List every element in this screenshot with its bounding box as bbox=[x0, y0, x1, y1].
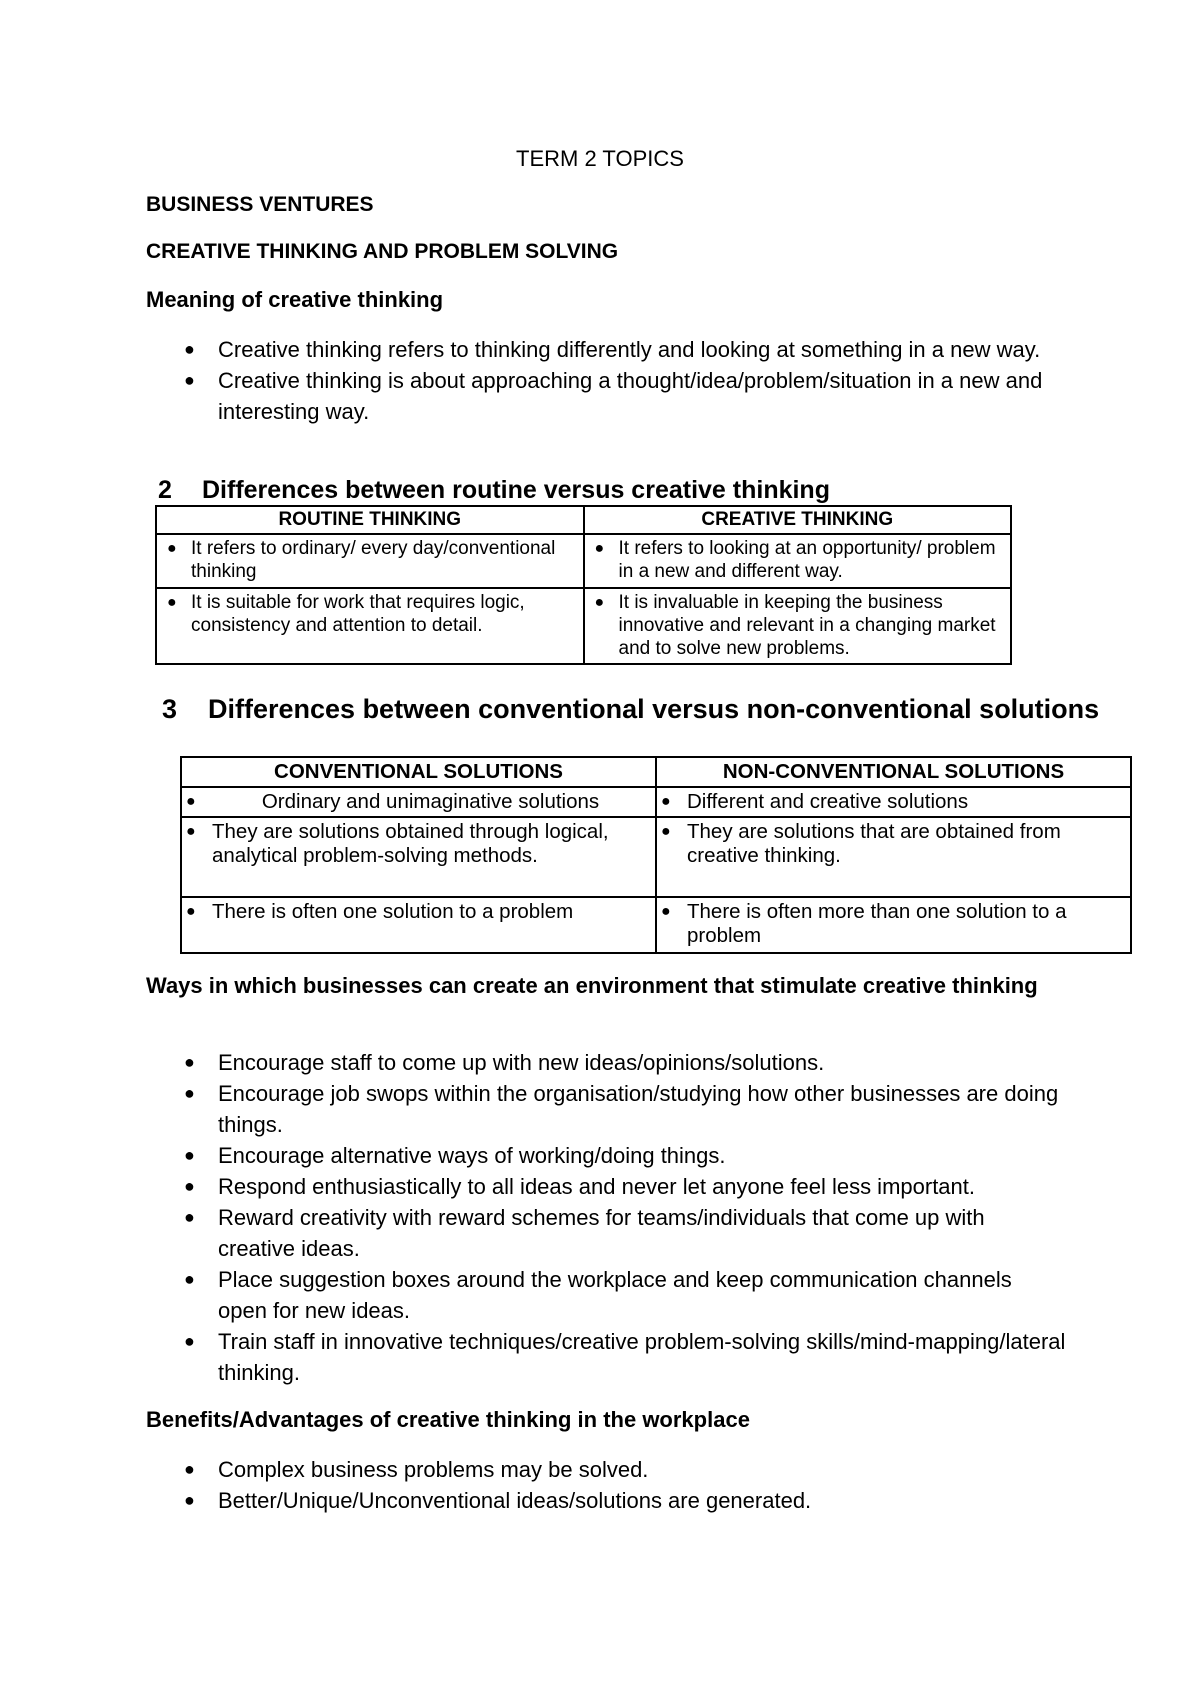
table-cell: ● There is often more than one solution to a problem bbox=[656, 897, 1131, 953]
bullet-icon: ● bbox=[167, 540, 177, 557]
benefits-heading: Benefits/Advantages of creative thinking in the workplace bbox=[146, 1407, 750, 1432]
table-cell: ● It is suitable for work that requires logic, consistency and attention to detail. bbox=[156, 588, 584, 664]
column-header: CONVENTIONAL SOLUTIONS bbox=[181, 757, 656, 787]
benefits-list bbox=[146, 1454, 1066, 1516]
bullet-icon: ● bbox=[184, 1490, 195, 1510]
table-cell: ● Different and creative solutions bbox=[656, 787, 1131, 817]
table-header-row bbox=[156, 506, 1011, 534]
table-row bbox=[156, 588, 1011, 664]
table-cell: ● Ordinary and unimaginative solutions bbox=[181, 787, 656, 817]
table-cell: ● It is invaluable in keeping the business innovative and relevant in a changing market and to solve new problems. bbox=[584, 588, 1012, 664]
bullet-icon: ● bbox=[661, 823, 671, 840]
bullet-icon: ● bbox=[184, 370, 195, 390]
bullet-icon: ● bbox=[184, 1083, 195, 1103]
bullet-icon: ● bbox=[186, 903, 196, 920]
bullet-icon: ● bbox=[186, 793, 196, 810]
column-header: ROUTINE THINKING bbox=[156, 506, 584, 534]
column-header: NON-CONVENTIONAL SOLUTIONS bbox=[656, 757, 1131, 787]
routine-vs-creative-table bbox=[155, 505, 1012, 665]
table-cell: ● There is often one solution to a problem bbox=[181, 897, 656, 953]
list-item: ● Reward creativity with reward schemes for teams/individuals that come up with creative ideas. bbox=[146, 1202, 1066, 1264]
bullet-icon: ● bbox=[661, 793, 671, 810]
bullet-icon: ● bbox=[184, 1176, 195, 1196]
list-item: ● Encourage staff to come up with new ideas/opinions/solutions. bbox=[146, 1047, 1066, 1078]
bullet-icon: ● bbox=[661, 903, 671, 920]
conventional-vs-nonconventional-table bbox=[180, 756, 1132, 954]
bullet-icon: ● bbox=[184, 339, 195, 359]
table-header-row bbox=[181, 757, 1131, 787]
list-item: ● Encourage alternative ways of working/doing things. bbox=[146, 1140, 1066, 1171]
list-item: ● Complex business problems may be solved. bbox=[146, 1454, 1066, 1485]
column-header: CREATIVE THINKING bbox=[584, 506, 1012, 534]
section-2-heading: 2 Differences between routine versus creative thinking bbox=[158, 476, 830, 504]
bullet-icon: ● bbox=[184, 1207, 195, 1227]
table-cell: ● They are solutions obtained through logical, analytical problem-solving methods. bbox=[181, 817, 656, 897]
table-row bbox=[181, 817, 1131, 897]
sub-heading: CREATIVE THINKING AND PROBLEM SOLVING bbox=[146, 240, 619, 263]
meaning-list bbox=[146, 334, 1046, 427]
bullet-icon: ● bbox=[184, 1052, 195, 1072]
list-item: ● Creative thinking refers to thinking differently and looking at something in a new way. bbox=[146, 334, 1046, 365]
ways-list bbox=[146, 1047, 1066, 1388]
table-cell: ● It refers to looking at an opportunity/ problem in a new and different way. bbox=[584, 534, 1012, 588]
list-item: ● Encourage job swops within the organisation/studying how other businesses are doing things. bbox=[146, 1078, 1066, 1140]
bullet-icon: ● bbox=[184, 1145, 195, 1165]
list-item: ● Place suggestion boxes around the workplace and keep communication channels open for new ideas. bbox=[146, 1264, 1066, 1326]
bullet-icon: ● bbox=[184, 1269, 195, 1289]
section-3-heading: 3 Differences between conventional versus non-conventional solutions bbox=[162, 694, 1100, 724]
list-item: ● Respond enthusiastically to all ideas and never let anyone feel less important. bbox=[146, 1171, 1066, 1202]
bullet-icon: ● bbox=[594, 540, 605, 557]
table-row bbox=[181, 897, 1131, 953]
table-cell: ● It refers to ordinary/ every day/conventional thinking bbox=[156, 534, 584, 588]
bullet-icon: ● bbox=[167, 594, 177, 611]
ways-heading: Ways in which businesses can create an environment that stimulate creative thinking bbox=[146, 973, 1038, 998]
table-cell: ● They are solutions that are obtained from creative thinking. bbox=[656, 817, 1131, 897]
bullet-icon: ● bbox=[594, 594, 605, 611]
table-row bbox=[181, 787, 1131, 817]
bullet-icon: ● bbox=[186, 823, 196, 840]
meaning-heading: Meaning of creative thinking bbox=[146, 287, 444, 312]
page-title: TERM 2 TOPICS bbox=[516, 146, 684, 171]
list-item: ● Better/Unique/Unconventional ideas/solutions are generated. bbox=[146, 1485, 1066, 1516]
list-item: ● Train staff in innovative techniques/creative problem-solving skills/mind-mapping/lateral thinking. bbox=[146, 1326, 1066, 1388]
list-item: ● Creative thinking is about approaching a thought/idea/problem/situation in a new and interesting way. bbox=[146, 365, 1046, 427]
main-heading: BUSINESS VENTURES bbox=[146, 193, 374, 216]
bullet-icon: ● bbox=[184, 1459, 195, 1479]
bullet-icon: ● bbox=[184, 1331, 195, 1351]
table-row bbox=[156, 534, 1011, 588]
